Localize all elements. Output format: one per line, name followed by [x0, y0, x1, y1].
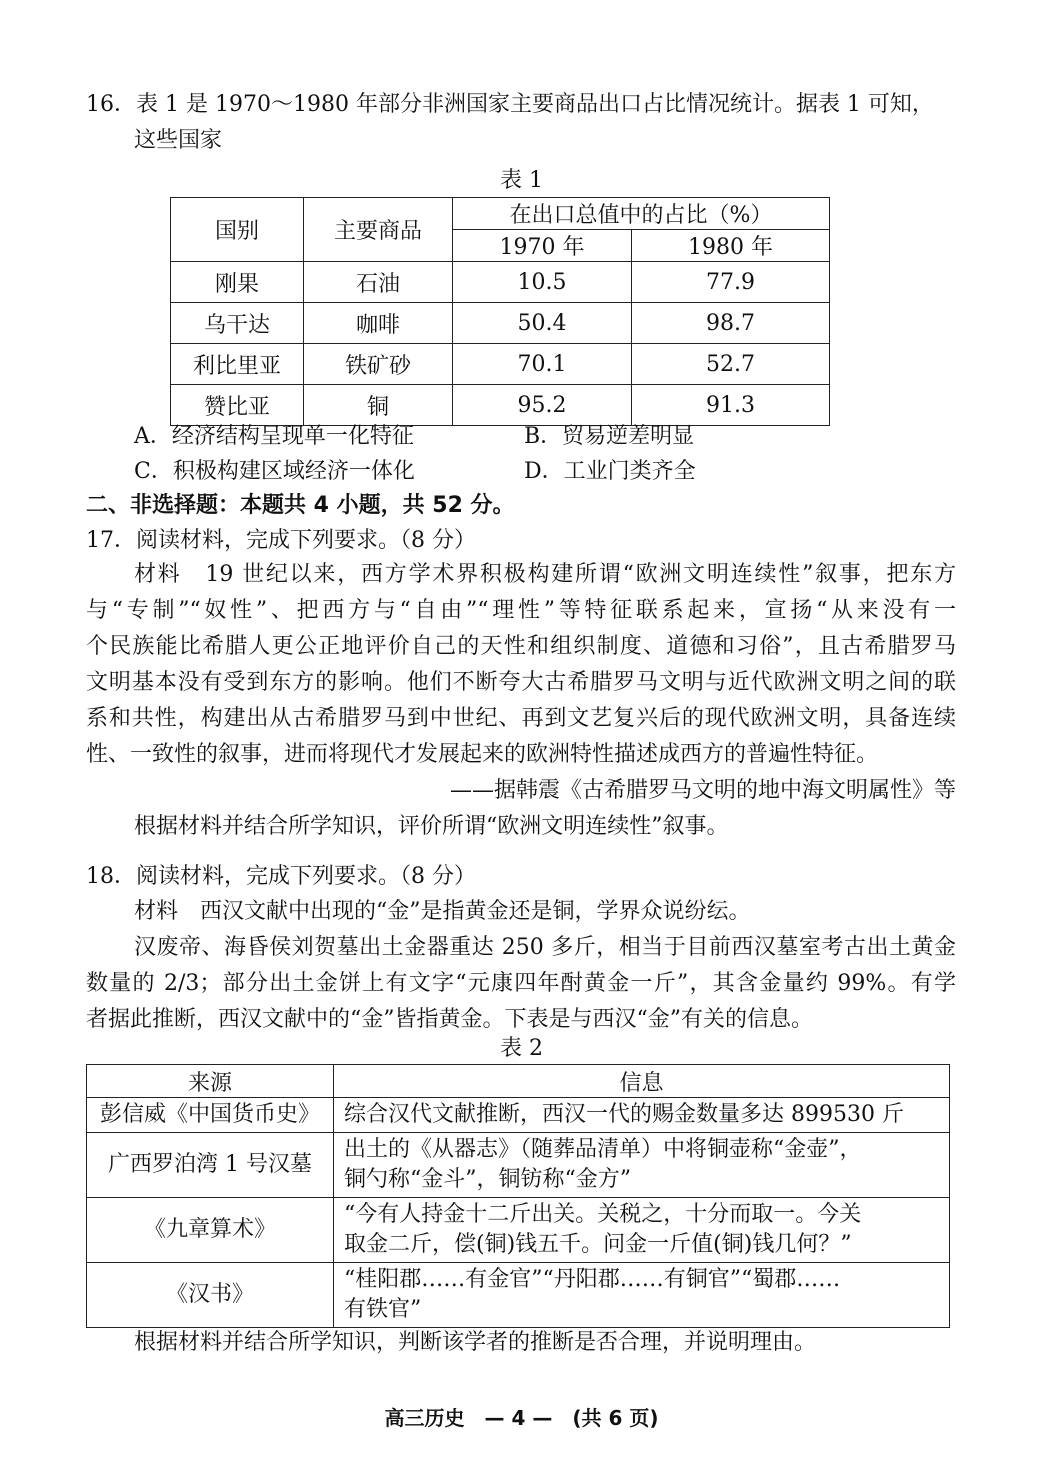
- cell-source: 《九章算术》: [87, 1198, 334, 1263]
- table1-header-1980: 1980 年: [632, 230, 830, 262]
- cell-commodity: 咖啡: [304, 303, 453, 344]
- cell-1980: 98.7: [632, 303, 830, 344]
- q16-option-a: A．经济结构呈现单一化特征: [134, 424, 414, 449]
- q18-material-line: 数量的 2/3；部分出土金饼上有文字“元康四年酎黄金一斤”，其含金量约 99%。有学: [86, 971, 956, 996]
- table-row: [171, 262, 830, 303]
- q17-title: 17．阅读材料，完成下列要求。（8 分）: [86, 528, 476, 553]
- q17-material-line: 材料 19 世纪以来，西方学术界积极构建所谓“欧洲文明连续性”叙事，把东方: [134, 562, 956, 587]
- q17-task: 根据材料并结合所学知识，评价所谓“欧洲文明连续性”叙事。: [134, 814, 729, 839]
- cell-info: [334, 1263, 950, 1328]
- table1-caption: 表 1: [500, 168, 543, 193]
- q18-material-line: 材料 西汉文献中出现的“金”是指黄金还是铜，学界众说纷纭。: [134, 899, 751, 924]
- q16-option-b: B．贸易逆差明显: [524, 424, 695, 449]
- table-row: [87, 1098, 950, 1133]
- q18-title: 18．阅读材料，完成下列要求。（8 分）: [86, 864, 476, 889]
- table2-header-info: 信息: [334, 1065, 950, 1098]
- cell-1970: 95.2: [453, 385, 632, 426]
- cell-source: 彭信威《中国货币史》: [87, 1098, 334, 1133]
- cell-1970: 50.4: [453, 303, 632, 344]
- cell-country: 乌干达: [171, 303, 304, 344]
- cell-source: 广西罗泊湾 1 号汉墓: [87, 1133, 334, 1198]
- q17-material-line: 个民族能比希腊人更公正地评价自己的天性和组织制度、道德和习俗”，且古希腊罗马: [86, 634, 956, 659]
- q16-stem-line1: 16．表 1 是 1970～1980 年部分非洲国家主要商品出口占比情况统计。据表 1 可知，: [86, 92, 934, 117]
- cell-info: [334, 1098, 950, 1133]
- q16-option-c: C．积极构建区域经济一体化: [134, 459, 415, 484]
- cell-1980: 77.9: [632, 262, 830, 303]
- table-row: [171, 344, 830, 385]
- cell-info: [334, 1133, 950, 1198]
- cell-country: 赞比亚: [171, 385, 304, 426]
- cell-country: 刚果: [171, 262, 304, 303]
- page-footer: 高三历史 — 4 — (共 6 页): [384, 1406, 659, 1430]
- table1: [170, 197, 830, 426]
- table2-header-source: 来源: [87, 1065, 334, 1098]
- info-line: 综合汉代文献推断，西汉一代的赐金数量多达 899530 斤: [344, 1102, 904, 1127]
- table-row: [171, 303, 830, 344]
- q18-material-line: 汉废帝、海昏侯刘贺墓出土金器重达 250 多斤，相当于目前西汉墓室考古出土黄金: [134, 935, 956, 960]
- q16-option-d: D．工业门类齐全: [524, 459, 696, 484]
- table-row: [87, 1198, 950, 1263]
- q17-material-line: 文明基本没有受到东方的影响。他们不断夸大古希腊罗马文明与近代欧洲文明之间的联: [86, 670, 956, 695]
- q18-material-line: 者据此推断，西汉文献中的“金”皆指黄金。下表是与西汉“金”有关的信息。: [86, 1007, 813, 1032]
- table2: [86, 1064, 950, 1328]
- cell-1980: 91.3: [632, 385, 830, 426]
- cell-country: 利比里亚: [171, 344, 304, 385]
- cell-1970: 70.1: [453, 344, 632, 385]
- table-row: [87, 1133, 950, 1198]
- q17-material-line: 与“专制”“奴性”、把西方与“自由”“理性”等特征联系起来，宣扬“从来没有一: [86, 598, 956, 623]
- table-row: [171, 385, 830, 426]
- section-heading: 二、非选择题：本题共 4 小题，共 52 分。: [86, 493, 515, 518]
- cell-info: [334, 1198, 950, 1263]
- q17-source: ——据韩震《古希腊罗马文明的地中海文明属性》等: [449, 778, 956, 803]
- table1-header-1970: 1970 年: [453, 230, 632, 262]
- q18-task: 根据材料并结合所学知识，判断该学者的推断是否合理，并说明理由。: [134, 1330, 817, 1355]
- table1-header-share: 在出口总值中的占比（%）: [453, 198, 830, 230]
- cell-commodity: 铜: [304, 385, 453, 426]
- info-line: 出土的《从器志》（随葬品清单）中将铜壶称“金壶”，: [344, 1137, 862, 1162]
- q16-stem-line2: 这些国家: [134, 128, 223, 153]
- cell-1980: 52.7: [632, 344, 830, 385]
- info-line: 铜勺称“金斗”，铜钫称“金方”: [344, 1167, 631, 1192]
- info-line: 有铁官”: [344, 1297, 422, 1322]
- cell-commodity: 铁矿砂: [304, 344, 453, 385]
- table1-header-country: 国别: [171, 198, 304, 262]
- info-line: “今有人持金十二斤出关。关税之，十分而取一。今关: [344, 1202, 862, 1227]
- info-line: 取金二斤，偿(铜)钱五千。问金一斤值(铜)钱几何？”: [344, 1232, 852, 1257]
- q17-material-line: 系和共性，构建出从古希腊罗马到中世纪、再到文艺复兴后的现代欧洲文明，具备连续: [86, 706, 956, 731]
- info-line: “桂阳郡……有金官”“丹阳郡……有铜官”“蜀郡……: [344, 1267, 841, 1292]
- table1-header-commodity: 主要商品: [304, 198, 453, 262]
- cell-1970: 10.5: [453, 262, 632, 303]
- cell-source: 《汉书》: [87, 1263, 334, 1328]
- q17-material-line: 性、一致性的叙事，进而将现代才发展起来的欧洲特性描述成西方的普遍性特征。: [86, 742, 879, 767]
- table-row: [87, 1263, 950, 1328]
- cell-commodity: 石油: [304, 262, 453, 303]
- table2-caption: 表 2: [500, 1036, 543, 1061]
